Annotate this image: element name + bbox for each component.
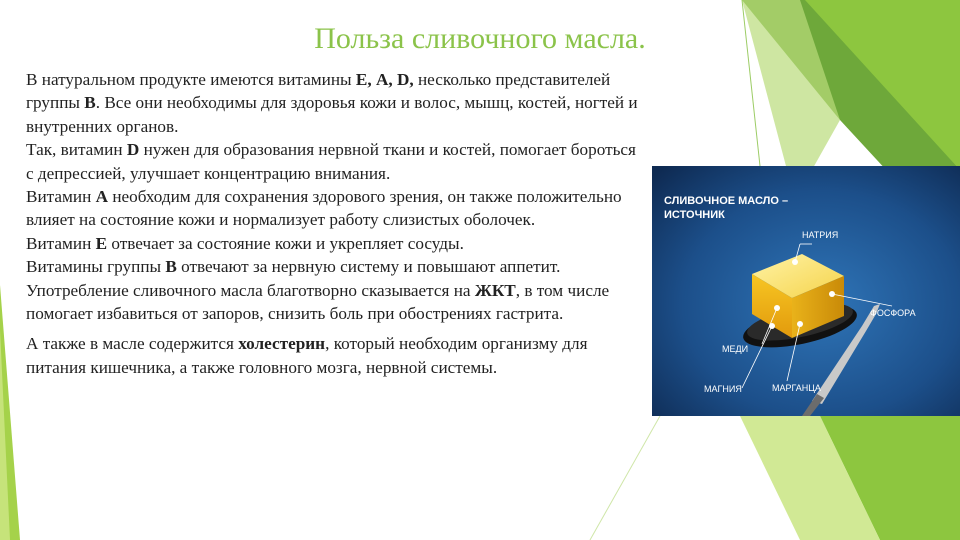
infographic-heading-2: ИСТОЧНИК	[664, 209, 725, 221]
paragraph-vitamin-d: Так, витамин D нужен для образования нервной ткани и костей, помогает бороться с депрессией, улучшает концентрацию внимания.	[26, 140, 636, 183]
label-fosfora: ФОСФОРА	[870, 308, 916, 318]
butter-infographic	[652, 166, 960, 416]
label-magniya: МАГНИЯ	[704, 384, 742, 394]
label-medi: МЕДИ	[722, 344, 749, 354]
body-text	[26, 68, 641, 379]
paragraph-vitamins: В натуральном продукте имеются витамины Е, А, D, несколько представителей группы В. Все они необходимы для здоровья кожи и волос, мышц, костей, ногтей и внутренних органов.	[26, 70, 638, 136]
paragraph-vitamin-a: Витамин А необходим для сохранения здорового зрения, он также положительно влияет на состояние кожи и нормализует работу слизистых оболочек.	[26, 187, 622, 230]
slide-title: Польза сливочного масла.	[314, 22, 646, 55]
label-natria: НАТРИЯ	[802, 230, 839, 240]
label-margantsa: МАРГАНЦА	[772, 383, 821, 393]
paragraph-cholesterol: А также в масле содержится холестерин, который необходим организму для питания кишечника, а также головного мозга, нервной системы.	[26, 334, 588, 377]
paragraph-digestion: Употребление сливочного масла благотворно сказывается на ЖКТ, в том числе помогает избавиться от запоров, снизить боль при обострениях гастрита.	[26, 280, 610, 324]
infographic-heading-1: СЛИВОЧНОЕ МАСЛО –	[664, 195, 789, 207]
thin-line-2	[590, 416, 660, 540]
paragraph-vitamin-b: Витамины группы В отвечают за нервную систему и повышают аппетит.	[26, 257, 561, 277]
paragraph-vitamin-e: Витамин Е отвечает за состояние кожи и укрепляет сосуды.	[26, 233, 464, 253]
